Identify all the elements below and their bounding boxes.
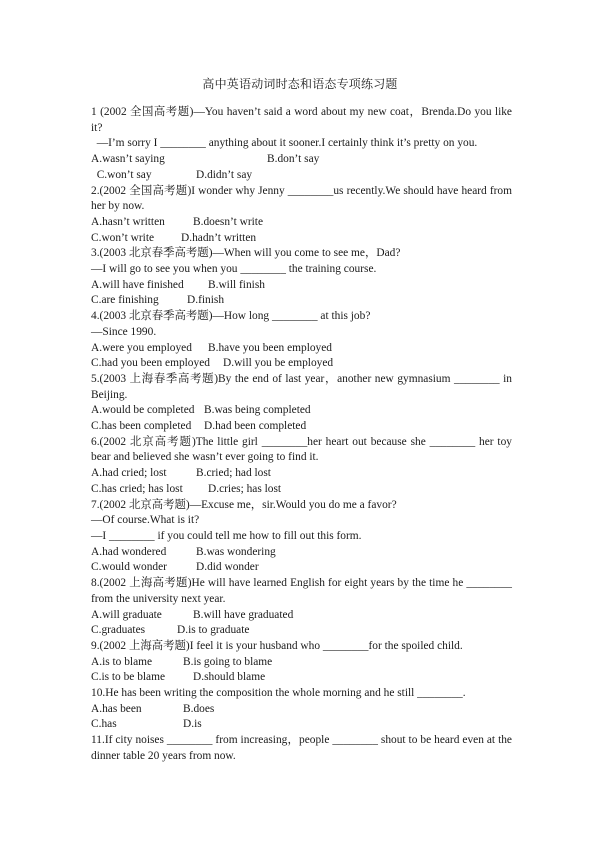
question-4-options-row-2 [91, 356, 512, 372]
option-c: C.would wonder [91, 561, 167, 574]
option-c: C.has been completed [91, 420, 192, 433]
question-4-options-row-1 [91, 341, 512, 357]
question-5-options-row-2 [91, 419, 512, 435]
option-c: C.had you been employed [91, 357, 210, 370]
question-3-options-row-1 [91, 278, 512, 294]
option-d: D.finish [187, 294, 225, 307]
option-d: D.did wonder [196, 561, 259, 574]
option-b: B.is going to blame [183, 655, 273, 668]
question-9-options-row-1 [91, 655, 512, 671]
option-d: D.will you be employed [223, 357, 334, 370]
question-9-stem: 9.(2002 上海高考题)I feel it is your husband who ________for the spoiled child. [91, 639, 463, 652]
option-a: A.wasn’t saying [91, 153, 165, 166]
option-c: C.won’t say [91, 168, 152, 181]
option-b: B.was being completed [204, 404, 311, 417]
question-3-stem: 3.(2003 北京春季高考题)—When will you come to see me，Dad? [91, 247, 401, 260]
option-a: A.is to blame [91, 655, 153, 668]
question-4-stem: 4.(2003 北京春季高考题)—How long ________ at this job? [91, 310, 371, 323]
question-7-options-row-1 [91, 545, 512, 561]
option-a: A.would be completed [91, 404, 195, 417]
option-d: D.hadn’t written [181, 231, 257, 244]
question-3-reply: —I will go to see you when you ________ the training course. [91, 263, 377, 276]
option-a: A.hasn’t written [91, 215, 165, 228]
question-9-options-row-2 [91, 670, 512, 686]
option-b: B.does [183, 702, 215, 715]
question-6-stem: 6.(2002 北京高考题)The little girl ________her heart out because she ________ her toy bear and believed she wasn’t ever going to find it. [91, 435, 512, 464]
option-b: B.doesn’t write [193, 215, 264, 228]
question-2-options-row-1 [91, 215, 512, 231]
option-d: D.is to graduate [177, 624, 250, 637]
option-d: D.is [183, 718, 202, 731]
question-2-stem: 2.(2002 全国高考题)I wonder why Jenny ________us recently.We should have heard from her by now. [91, 184, 512, 213]
question-10-options-row-1 [91, 702, 512, 718]
question-7-reply-1: —Of course.What is it? [91, 514, 200, 527]
question-3-options-row-2 [91, 293, 512, 309]
question-8-stem: 8.(2002 上海高考题)He will have learned English for eight years by the time he ________ from the university next year. [91, 577, 512, 605]
option-b: B.don’t say [267, 153, 320, 166]
option-c: C.has cried; has lost [91, 482, 183, 495]
question-7-reply-2: —I ________ if you could tell me how to fill out this form. [91, 529, 362, 542]
question-1-reply: —I’m sorry I ________ anything about it sooner.I certainly think it’s pretty on you. [91, 137, 478, 150]
option-b: B.have you been employed [208, 341, 332, 354]
question-6-options-row-1 [91, 466, 512, 482]
option-a: A.were you employed [91, 341, 192, 354]
question-8-options-row-2 [91, 623, 512, 639]
question-list [91, 105, 512, 765]
option-a: A.will have finished [91, 278, 184, 291]
question-4-reply: —Since 1990. [91, 325, 157, 338]
question-10-options-row-2 [91, 717, 512, 733]
option-c: C.graduates [91, 624, 146, 637]
option-a: A.has been [91, 702, 142, 715]
question-6-options-row-2 [91, 482, 512, 498]
page-title: 高中英语动词时态和语态专项练习题 [202, 77, 398, 91]
option-c: C.is to be blame [91, 671, 166, 684]
option-d: D.cries; has lost [208, 482, 282, 495]
option-c: C.won’t write [91, 231, 155, 244]
option-c: C.has [91, 718, 117, 731]
option-b: B.cried; had lost [196, 467, 271, 480]
option-a: A.will graduate [91, 608, 162, 621]
question-1-stem: 1 (2002 全国高考题)—You haven’t said a word about my new coat，Brenda.Do you like it? [91, 106, 512, 134]
question-7-options-row-2 [91, 560, 512, 576]
option-b: B.was wondering [196, 545, 276, 558]
option-a: A.had wondered [91, 545, 167, 558]
option-d: D.had been completed [204, 420, 307, 433]
option-d: D.should blame [193, 671, 266, 684]
option-b: B.will finish [208, 278, 265, 291]
question-5-stem: 5.(2003 上海春季高考题)By the end of last year，another new gymnasium ________ in Beijing. [91, 372, 512, 401]
option-d: D.didn’t say [196, 168, 253, 181]
question-7-stem: 7.(2002 北京高考题)—Excuse me，sir.Would you do me a favor? [91, 498, 397, 511]
option-b: B.will have graduated [193, 608, 294, 621]
question-11-stem: 11.If city noises ________ from increasing，people ________ shout to be heard even at the dinner table 20 years from now. [91, 734, 512, 762]
option-c: C.are finishing [91, 294, 159, 307]
question-8-options-row-1 [91, 608, 512, 624]
question-1-options-row-2 [91, 168, 512, 184]
question-2-options-row-2 [91, 231, 512, 247]
option-a: A.had cried; lost [91, 467, 167, 480]
question-1-options-row-1 [91, 152, 512, 168]
question-10-stem: 10.He has been writing the composition the whole morning and he still ________. [91, 687, 466, 700]
question-5-options-row-1 [91, 403, 512, 419]
